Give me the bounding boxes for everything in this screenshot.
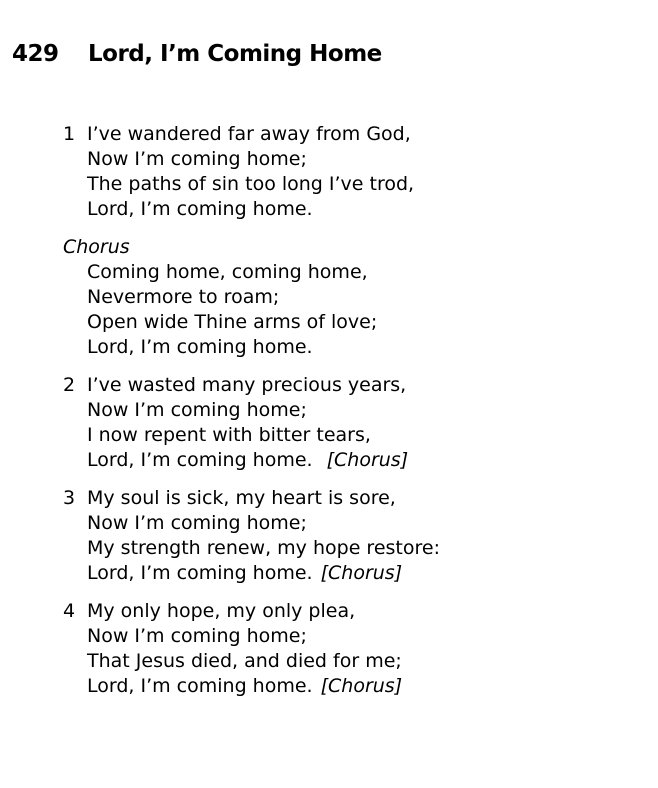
chorus-reference: [Chorus] bbox=[320, 562, 403, 584]
verse-line: My soul is sick, my heart is sore, bbox=[87, 487, 396, 509]
chorus-lines bbox=[87, 260, 377, 360]
verse-line: My only hope, my only plea, bbox=[87, 600, 356, 622]
verse-line-text: Lord, I’m coming home. bbox=[87, 562, 313, 584]
verse-line: Now I’m coming home; bbox=[87, 625, 307, 647]
verse-line: My strength renew, my hope restore: bbox=[87, 537, 440, 559]
chorus-line: Lord, I’m coming home. bbox=[87, 336, 313, 358]
hymn-title: Lord, I’m Coming Home bbox=[88, 41, 382, 67]
chorus-reference: [Chorus] bbox=[320, 675, 403, 697]
verse-number: 1 bbox=[63, 123, 76, 145]
chorus-line: Coming home, coming home, bbox=[87, 261, 368, 283]
verse-line: The paths of sin too long I’ve trod, bbox=[87, 173, 415, 195]
verse-line: I’ve wasted many precious years, bbox=[87, 374, 407, 396]
verse-lines bbox=[87, 599, 402, 699]
verse-line: I’ve wandered far away from God, bbox=[87, 123, 411, 145]
chorus-reference: [Chorus] bbox=[326, 449, 409, 471]
verse-number: 2 bbox=[63, 374, 76, 396]
chorus-label: Chorus bbox=[63, 236, 130, 258]
verse-line: Now I’m coming home; bbox=[87, 399, 307, 421]
chorus-line: Nevermore to roam; bbox=[87, 286, 280, 308]
hymn-number: 429 bbox=[12, 41, 59, 67]
verse-line-text: Lord, I’m coming home. bbox=[87, 449, 313, 471]
verse-lines bbox=[87, 486, 440, 586]
verse-line bbox=[87, 448, 408, 473]
verse-lines bbox=[87, 373, 408, 473]
verse-line: I now repent with bitter tears, bbox=[87, 424, 371, 446]
verse-lines bbox=[87, 122, 414, 222]
verse-line bbox=[87, 674, 402, 699]
verse-number: 3 bbox=[63, 487, 76, 509]
chorus-line: Open wide Thine arms of love; bbox=[87, 311, 378, 333]
verse-line: Now I’m coming home; bbox=[87, 148, 307, 170]
verse-line: That Jesus died, and died for me; bbox=[87, 650, 402, 672]
verse-line: Now I’m coming home; bbox=[87, 512, 307, 534]
verse-number: 4 bbox=[63, 600, 76, 622]
verse-line-text: Lord, I’m coming home. bbox=[87, 675, 313, 697]
verse-line: Lord, I’m coming home. bbox=[87, 198, 313, 220]
verse-line bbox=[87, 561, 440, 586]
